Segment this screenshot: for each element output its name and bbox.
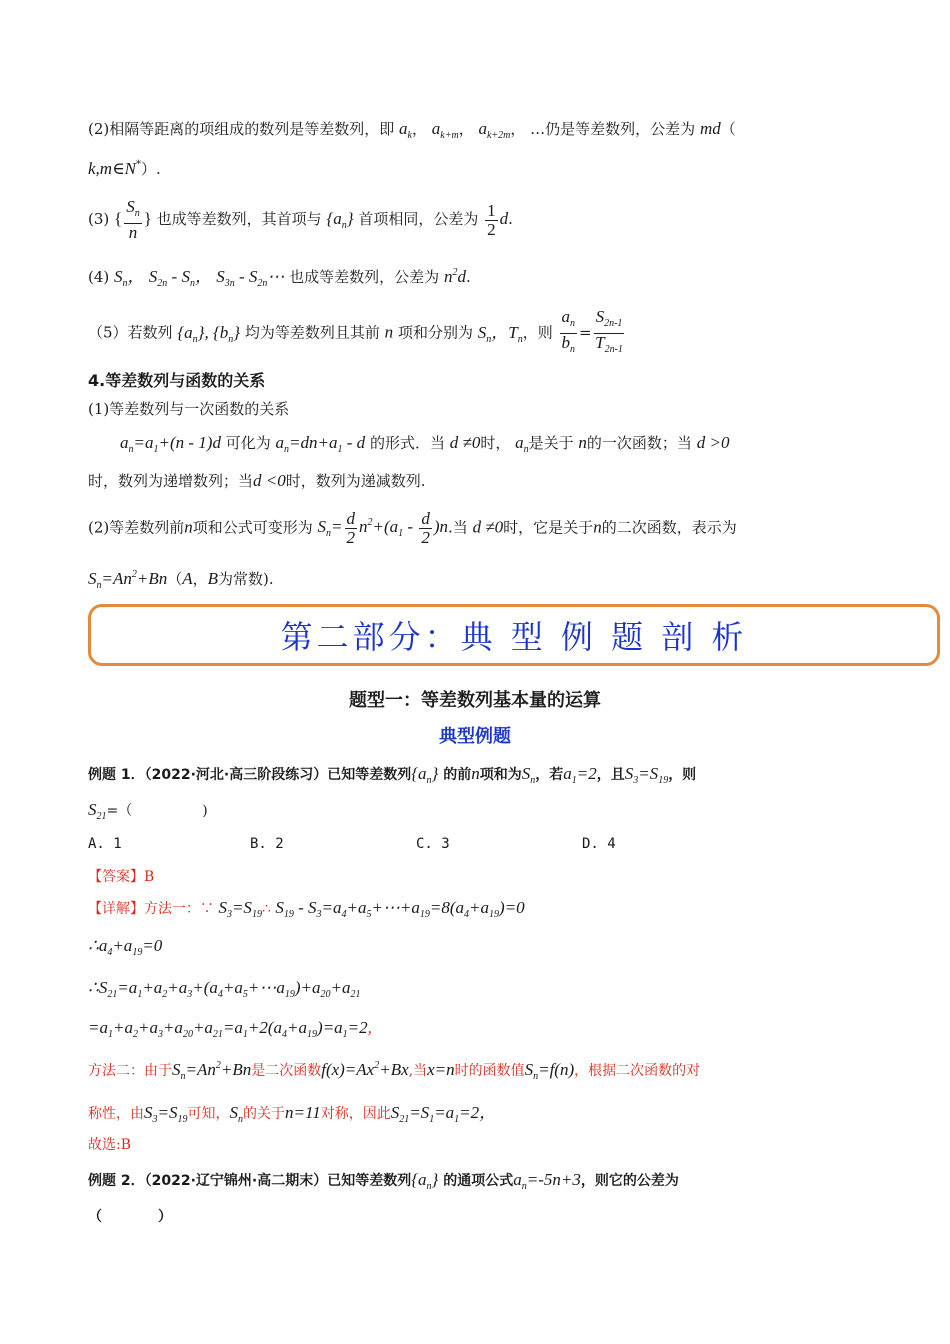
property-2: (2)相隔等距离的项组成的数列是等差数列，即 $a_k$， $a_{k+m}$， $a_{k+2m}$， …仍是等差数列，公差为 md（ (88, 119, 736, 141)
example-2: 例题 2．（2022·辽宁锦州·高二期末）已知等差数列$\{a_n\}$ 的通项公式$a_n=-5n+3$，则它的公差为 (88, 1170, 679, 1192)
sn-tn: $S_n$，$T_n$ (477, 322, 523, 345)
star: * (136, 159, 141, 170)
property-2-domain (88, 158, 870, 179)
property-5: （5）若数列 $\{a_n\}$, $\{b_n\}$ 均为等差数列且其前 n 项和分别为 $S_n$，$T_n$，则 $\frac{a_n}{b_n}$ = $\frac{S_{2n-1}}{T_{2n-1}}$ (88, 308, 870, 359)
property-5-label: （5）若数列 (88, 323, 173, 342)
cond-d-negative: d <0 (253, 471, 286, 490)
paren: （ (720, 120, 736, 138)
example-1: 例题 1．（2022·河北·高三阶段练习）已知等差数列$\{a_n\}$ 的前n项和为$S_n$，若$a_1=2$，且$S_3=S_{19}$，则 (88, 764, 697, 786)
question-type-title: 题型一：等差数列基本量的运算 (349, 690, 601, 711)
quadratic-function-line: (2)等差数列前n项和公式可变形为 $S_n=$ $\frac{d}{2}$ $n^2+(a_1$ - $\frac{d}{2}$ )n.当 d ≠0时，它是关于n的二次函数，表示为 (88, 509, 737, 547)
formula-dn: $a_n=dn+a_1 - d$ (275, 433, 366, 455)
conclusion: 故选:B (88, 1137, 132, 1153)
close-paren: ）. (141, 160, 161, 178)
an-set: $\{a_n\}$ (326, 209, 354, 231)
n: n (384, 322, 394, 342)
cond-d-positive: d >0 (696, 433, 730, 452)
example-2-blank: （ ） (88, 1209, 172, 1225)
linear-function-line2: 时，数列为递增数列；当d <0时，数列为递减数列. (88, 471, 426, 490)
sn-over-n-fraction: $\frac{S_n}{n}$ (126, 197, 140, 242)
banner-title: 第二部分：典 型 例 题 剖 析 (280, 618, 748, 656)
step-3: $\therefore S_{21}=a_1+a_2+a_3+(a_4+a_5+\cdots a_{19})+a_{20}+a_{21}$ (88, 978, 361, 1000)
linear-function-line: $a_n=a_1+(n - 1)d$ 可化为 $a_n=dn+a_1 - d$ 的形式．当 d ≠0时， $a_n$是关于 n的一次函数；当 d >0 (120, 433, 730, 455)
detail-method-1: 【详解】方法一：∵ $S_3=S_{19}\therefore$ $S_{19}$ - $S_3=a_4+a_5+\cdots+a_{19}=8(a_4+a_{19})=0$ (88, 898, 525, 920)
section-4-title: 4.等差数列与函数的关系 (88, 371, 266, 390)
half-fraction: $\frac{1}{2}$ (487, 200, 496, 239)
part-two-banner (88, 604, 940, 666)
step-2: $\therefore a_4+a_{19}=0$ (88, 936, 163, 958)
an-set: $\{a_n\}$, $\{b_n\}$ (177, 322, 241, 345)
property-5-text1: 均为等差数列且其前 (244, 323, 380, 342)
n-squared-d: $n^2d$ (443, 267, 466, 286)
section-4-sub1: (1)等差数列与一次函数的关系 (88, 400, 290, 418)
property-4: (4) $S_n$， $S_{2n} - S_n$， $S_{3n}$ - $S_{2n}\cdots$ 也成等差数列，公差为 $n^2d$. (88, 267, 471, 289)
option-d: D. 4 (582, 836, 616, 852)
option-a: A. 1 (88, 836, 122, 852)
s-over-t: $\frac{S_{2n-1}}{T_{2n-1}}$ (595, 307, 623, 355)
property-2-label: (2)相隔等距离的项组成的数列是等差数列，即 (88, 120, 395, 138)
property-3-text1: 也成等差数列，其首项与 (156, 210, 322, 228)
cond-d-nonzero: d ≠0 (449, 433, 481, 452)
common-difference-md: md (699, 119, 721, 138)
answer: 【答案】B (88, 869, 155, 885)
a-k: $a_k$ (399, 119, 412, 141)
domain-text: k,m∈N (88, 159, 136, 178)
formula-an: $a_n=a_1+(n - 1)d$ (120, 433, 221, 455)
a-k2m: $a_{k+2m}$ (478, 119, 511, 141)
a-km: $a_{k+m}$ (431, 119, 459, 141)
d: d (499, 209, 509, 228)
property-3-text2: 首项相同，公差为 (358, 210, 479, 228)
property-2-tail: …仍是等差数列，公差为 (530, 120, 696, 138)
sequence-sums: $S_n$， $S_{2n} - S_n$， $S_{3n}$ - $S_{2n}\cdots$ (114, 267, 285, 289)
f1-text1: 可化为 (225, 434, 271, 452)
an-over-bn: $\frac{a_n}{b_n}$ (561, 307, 575, 355)
property-4-text: 也成等差数列，公差为 (289, 268, 440, 286)
step-4: $=a_1+a_2+a_3+a_{20}+a_{21}=a_1+2(a_4+a_{19})=a_1=2$, (88, 1018, 372, 1040)
sum-formula: $S_n=$ $\frac{d}{2}$ $n^2+(a_1$ - $\frac{d}{2}$ )n (317, 509, 449, 547)
an-term: $a_n$ (515, 433, 529, 455)
quadratic-form-line: $S_n=An^2+Bn(A$，B为常数). (88, 569, 274, 591)
f1-text2: 的形式．当 (369, 434, 445, 452)
option-b: B. 2 (250, 836, 284, 852)
method-2-cont: 称性，由$S_3=S_{19}$可知，$S_n$的关于n=11对称，因此$S_{21}=S_1=a_1=2$， (88, 1103, 497, 1125)
property-3-label: (3) (88, 210, 110, 228)
property-4-label: (4) (88, 268, 110, 286)
option-c: C. 3 (416, 836, 450, 852)
property-5-text3: ，则 (522, 323, 553, 342)
example-1-question: $S_{21}=$（ ) (88, 800, 208, 822)
method-2: 方法二：由于$S_n=An^2+Bn$是二次函数$f(x)=Ax^2+Bx$,当x=n时的函数值$S_n=f(n)$，根据二次函数的对 (88, 1060, 701, 1082)
typical-examples-title: 典型例题 (439, 726, 511, 747)
property-5-text2: 项和分别为 (397, 323, 473, 342)
property-3: (3) { $\frac{S_n}{n}$ } 也成等差数列，其首项与 $\{a_n\}$ 首项相同，公差为 $\frac{1}{2}$ d. (88, 197, 513, 242)
